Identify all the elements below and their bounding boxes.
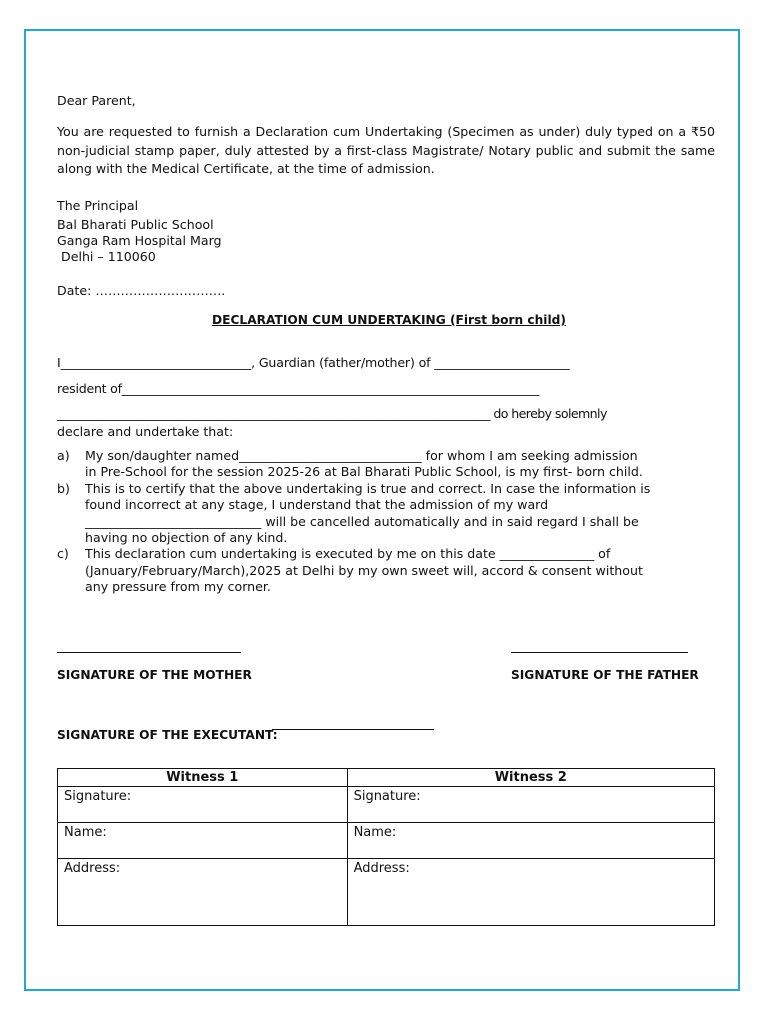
- address-line-4: Delhi – 110060: [57, 249, 156, 264]
- witness-1-header: Witness 1: [58, 769, 348, 787]
- clause-label: b): [57, 480, 70, 496]
- form-line-resident: resident of_____________________________________________________________________: [57, 381, 539, 396]
- executant-signature-line: [272, 729, 434, 730]
- witness-2-name: Name:: [347, 823, 714, 859]
- witness-1-name: Name:: [58, 823, 348, 859]
- executant-signature-label: SIGNATURE OF THE EXECUTANT:: [57, 728, 278, 743]
- witness-1-signature: Signature:: [58, 787, 348, 823]
- document-title: DECLARATION CUM UNDERTAKING (First born child): [212, 313, 566, 327]
- clause-a: [57, 448, 707, 481]
- intro-paragraph: You are requested to furnish a Declaration cum Undertaking (Specimen as under) duly typed on a ₹50 non-judicial stamp paper, duly attested by a first-class Magistrate/ Notary public and submit the same along with the Medical Certificate, at the time of admission.: [57, 124, 715, 176]
- greeting: Dear Parent,: [57, 93, 136, 108]
- father-signature-line: [511, 652, 688, 653]
- date-line: Date: ………………………….: [57, 283, 226, 298]
- witness-2-signature: Signature:: [347, 787, 714, 823]
- form-line-address: ____________________________________________________________________________ do hereby solemnly: [57, 406, 607, 421]
- clause-label: c): [57, 546, 69, 562]
- table-row: [58, 859, 715, 926]
- address-line-1: The Principal: [57, 198, 139, 213]
- clause-text: This declaration cum undertaking is executed by me on this date _______________ of (January/February/March),2025 at Delhi by my own sweet will, accord & consent without any pressure from my corner.: [85, 546, 643, 595]
- table-row: [58, 823, 715, 859]
- form-line-name: I_______________________________, Guardian (father/mother) of ______________________: [57, 355, 570, 370]
- clause-list: [57, 448, 707, 596]
- clause-label: a): [57, 448, 70, 463]
- clause-text: This is to certify that the above undertaking is true and correct. In case the information is found incorrect at any stage, I understand that the admission of my ward ____________________________ will be cancelled automatically and in said regard I shall be having no objection of any kind.: [85, 480, 651, 546]
- clause-b: [57, 481, 707, 547]
- mother-signature-label: SIGNATURE OF THE MOTHER: [57, 668, 252, 683]
- table-row: [58, 787, 715, 823]
- witness-1-address: Address:: [58, 859, 348, 926]
- father-signature-label: SIGNATURE OF THE FATHER: [511, 668, 699, 683]
- witness-2-address: Address:: [347, 859, 714, 926]
- witness-table: [57, 768, 715, 926]
- mother-signature-line: [57, 652, 241, 653]
- clause-text: My son/daughter named_____________________________ for whom I am seeking admission in Pre-School for the session 2025-26 at Bal Bharati Public School, is my first- born child.: [85, 448, 643, 480]
- address-line-3: Ganga Ram Hospital Marg: [57, 233, 222, 248]
- witness-2-header: Witness 2: [347, 769, 714, 787]
- address-line-2: Bal Bharati Public School: [57, 217, 214, 232]
- form-line-declare: declare and undertake that:: [57, 424, 234, 439]
- clause-c: [57, 546, 707, 595]
